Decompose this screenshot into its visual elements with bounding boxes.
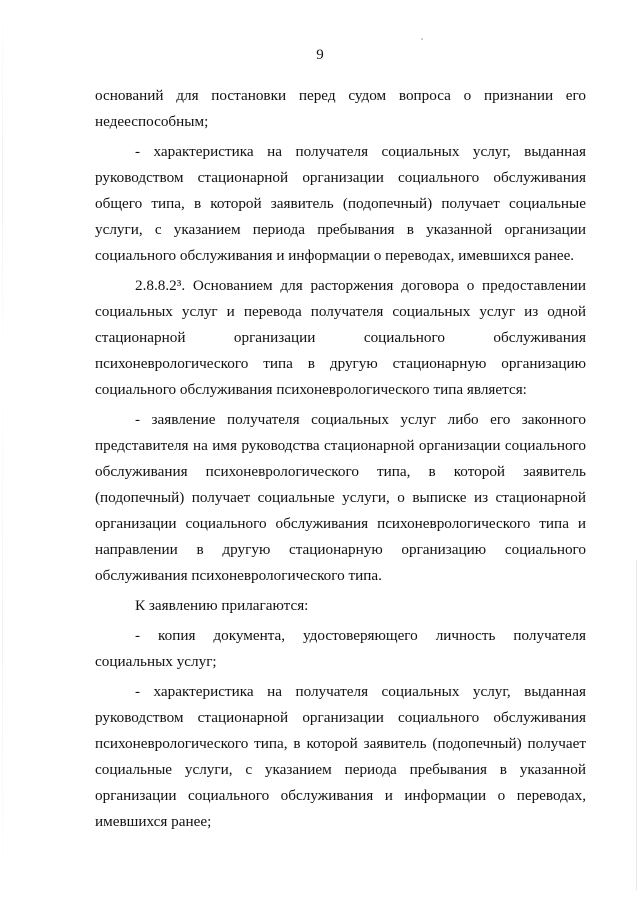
text-line: социальные услуги, с указанием периода пребывания в указанной — [95, 761, 586, 778]
text-line: - характеристика на получателя социальных услуг, выданная — [135, 143, 586, 160]
text-line: социальных услуг; — [95, 653, 217, 670]
text-line: - заявление получателя социальных услуг либо его законного — [135, 411, 586, 428]
text-line: организации социального обслуживания и информации о переводах, — [95, 787, 586, 804]
scan-speck — [421, 38, 423, 40]
text-line: руководством стационарной организации социального обслуживания — [95, 709, 586, 726]
text-line: социального обслуживания психоневрологического типа является: — [95, 381, 527, 398]
scan-edge-left — [2, 0, 3, 905]
scan-edge-right — [636, 560, 637, 890]
text-line: социального обслуживания и информации о переводах, имевшихся ранее. — [95, 247, 575, 264]
text-line: представителя на имя руководства стационарной организации социального — [95, 437, 586, 454]
text-line: обслуживания психоневрологического типа, в которой заявитель — [95, 463, 586, 480]
text-line: психоневрологического типа в другую стационарную организацию — [95, 355, 586, 372]
text-line: (подопечный) получает социальные услуги, о выписке из стационарной — [95, 489, 586, 506]
text-line: имевшихся ранее; — [95, 813, 212, 830]
text-line: организации социального обслуживания психоневрологического типа и — [95, 515, 586, 532]
text-line: 2.8.8.2³. Основанием для расторжения договора о предоставлении — [135, 277, 586, 294]
text-line: общего типа, в которой заявитель (подопечный) получает социальные — [95, 195, 586, 212]
text-line: социальных услуг и перевода получателя социальных услуг из одной — [95, 303, 586, 320]
text-line: оснований для постановки перед судом вопроса о признании его — [95, 87, 586, 104]
text-line: услуги, с указанием периода пребывания в указанной организации — [95, 221, 586, 238]
text-line: стационарной организации социального обслуживания — [95, 329, 586, 346]
text-line: - копия документа, удостоверяющего личность получателя — [135, 627, 586, 644]
text-line: - характеристика на получателя социальных услуг, выданная — [135, 683, 586, 700]
document-body — [95, 83, 586, 835]
text-line: психоневрологического типа, в которой заявитель (подопечный) получает — [95, 735, 586, 752]
page-number: 9 — [316, 47, 324, 63]
text-line: руководством стационарной организации социального обслуживания — [95, 169, 586, 186]
text-line: К заявлению прилагаются: — [135, 597, 309, 614]
text-line: направлении в другую стационарную организацию социального — [95, 541, 586, 558]
text-line: недееспособным; — [95, 113, 209, 130]
text-line: обслуживания психоневрологического типа. — [95, 567, 382, 584]
